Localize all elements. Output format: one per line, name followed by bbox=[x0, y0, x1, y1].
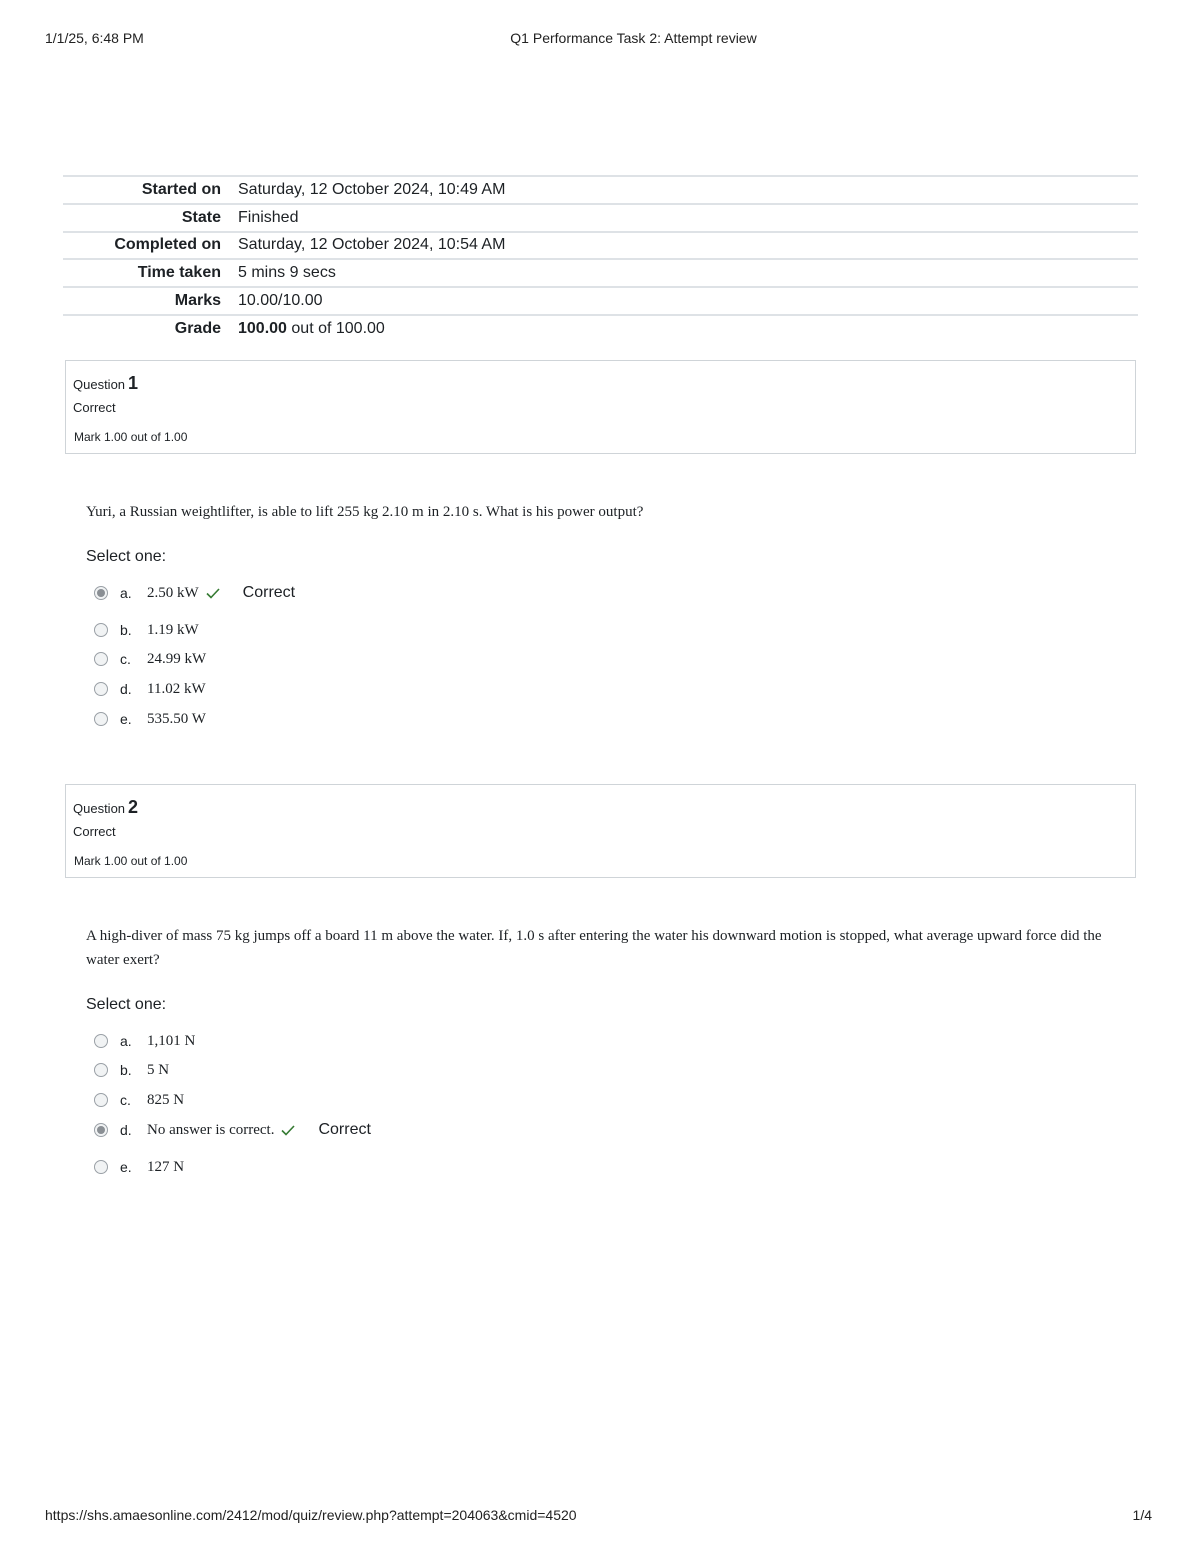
question-label: Question bbox=[73, 801, 126, 816]
question-mark: Mark 1.00 out of 1.00 bbox=[74, 430, 188, 444]
radio-icon[interactable] bbox=[94, 712, 108, 726]
summary-row bbox=[63, 287, 1138, 315]
summary-row bbox=[63, 176, 1138, 204]
q1-option-a[interactable] bbox=[94, 582, 295, 604]
print-page-number: 1/4 bbox=[1132, 1507, 1152, 1523]
question-state: Correct bbox=[73, 824, 116, 839]
summary-label: Completed on bbox=[114, 236, 221, 254]
option-letter: a. bbox=[120, 1033, 132, 1049]
q2-option-b[interactable] bbox=[94, 1059, 169, 1081]
question-1-text: Yuri, a Russian weightlifter, is able to lift 255 kg 2.10 m in 2.10 s. What is his power output? bbox=[86, 504, 644, 520]
option-letter: c. bbox=[120, 651, 131, 667]
print-url: https://shs.amaesonline.com/2412/mod/quiz/review.php?attempt=204063&cmid=4520 bbox=[45, 1507, 577, 1523]
option-letter: e. bbox=[120, 1159, 132, 1175]
summary-label: Started on bbox=[141, 180, 221, 198]
question-number-value: 2 bbox=[128, 797, 139, 817]
question-2-prompt: Select one: bbox=[86, 996, 167, 1013]
radio-icon[interactable] bbox=[94, 652, 108, 666]
summary-value: 10.00/10.00 bbox=[238, 292, 323, 310]
radio-icon[interactable] bbox=[94, 682, 108, 696]
question-number bbox=[73, 797, 138, 818]
option-text: 2.50 kW bbox=[147, 584, 199, 601]
option-letter: b. bbox=[120, 622, 132, 638]
summary-value: Finished bbox=[238, 208, 299, 226]
radio-icon[interactable] bbox=[94, 1034, 108, 1048]
radio-icon[interactable] bbox=[94, 1093, 108, 1107]
summary-value: 5 mins 9 secs bbox=[238, 264, 336, 282]
summary-label: State bbox=[181, 208, 221, 226]
q1-option-c[interactable] bbox=[94, 648, 206, 670]
option-letter: c. bbox=[120, 1092, 131, 1108]
summary-label: Time taken bbox=[137, 264, 221, 282]
question-mark: Mark 1.00 out of 1.00 bbox=[74, 854, 188, 868]
check-icon bbox=[205, 585, 221, 601]
radio-icon[interactable] bbox=[94, 1063, 108, 1077]
summary-value: Saturday, 12 October 2024, 10:49 AM bbox=[238, 180, 506, 198]
option-letter: a. bbox=[120, 585, 132, 601]
q2-option-a[interactable] bbox=[94, 1030, 195, 1052]
option-letter: d. bbox=[120, 681, 132, 697]
option-text: 825 N bbox=[147, 1091, 185, 1108]
question-number bbox=[73, 373, 138, 394]
option-letter: e. bbox=[120, 711, 132, 727]
feedback-correct: Correct bbox=[318, 1121, 371, 1138]
attempt-summary-table bbox=[63, 175, 1138, 343]
summary-row-grade bbox=[63, 315, 1138, 343]
summary-row bbox=[63, 259, 1138, 287]
q1-option-d[interactable] bbox=[94, 678, 206, 700]
option-text: 535.50 W bbox=[147, 710, 206, 727]
question-1-prompt: Select one: bbox=[86, 548, 167, 565]
print-title: Q1 Performance Task 2: Attempt review bbox=[510, 30, 757, 46]
option-text: 11.02 kW bbox=[147, 680, 206, 697]
grade-rest: out of 100.00 bbox=[291, 320, 385, 338]
feedback-correct: Correct bbox=[242, 584, 296, 601]
grade-value bbox=[238, 315, 1138, 343]
q2-option-e[interactable] bbox=[94, 1156, 184, 1178]
print-date: 1/1/25, 6:48 PM bbox=[45, 30, 144, 46]
radio-icon[interactable] bbox=[94, 586, 108, 600]
option-text: 1.19 kW bbox=[147, 621, 199, 638]
option-text: 127 N bbox=[147, 1158, 185, 1175]
summary-row bbox=[63, 204, 1138, 232]
grade-label: Grade bbox=[174, 320, 221, 338]
radio-icon[interactable] bbox=[94, 1123, 108, 1137]
option-text: 24.99 kW bbox=[147, 650, 207, 667]
question-1-info bbox=[65, 360, 1136, 454]
check-icon bbox=[280, 1122, 296, 1138]
question-label: Question bbox=[73, 377, 126, 392]
print-footer bbox=[45, 1507, 1152, 1527]
q1-option-b[interactable] bbox=[94, 619, 199, 641]
option-letter: b. bbox=[120, 1062, 132, 1078]
radio-icon[interactable] bbox=[94, 1160, 108, 1174]
q2-option-d[interactable] bbox=[94, 1119, 371, 1141]
option-text: 1,101 N bbox=[147, 1032, 196, 1049]
q2-option-c[interactable] bbox=[94, 1089, 184, 1111]
radio-icon[interactable] bbox=[94, 623, 108, 637]
question-2-text: A high-diver of mass 75 kg jumps off a board 11 m above the water. If, 1.0 s after entering the water his downward motion is stopped, what average upward force did the water exert? bbox=[86, 928, 1102, 968]
print-header bbox=[45, 30, 1152, 50]
q1-option-e[interactable] bbox=[94, 708, 206, 730]
summary-row bbox=[63, 232, 1138, 260]
question-state: Correct bbox=[73, 400, 116, 415]
question-number-value: 1 bbox=[128, 373, 139, 393]
option-text: 5 N bbox=[147, 1061, 170, 1078]
summary-label: Marks bbox=[174, 292, 221, 310]
summary-value: Saturday, 12 October 2024, 10:54 AM bbox=[238, 236, 506, 254]
question-2-info bbox=[65, 784, 1136, 878]
option-text: No answer is correct. bbox=[147, 1121, 275, 1138]
option-letter: d. bbox=[120, 1122, 132, 1138]
grade-score: 100.00 bbox=[238, 320, 287, 338]
